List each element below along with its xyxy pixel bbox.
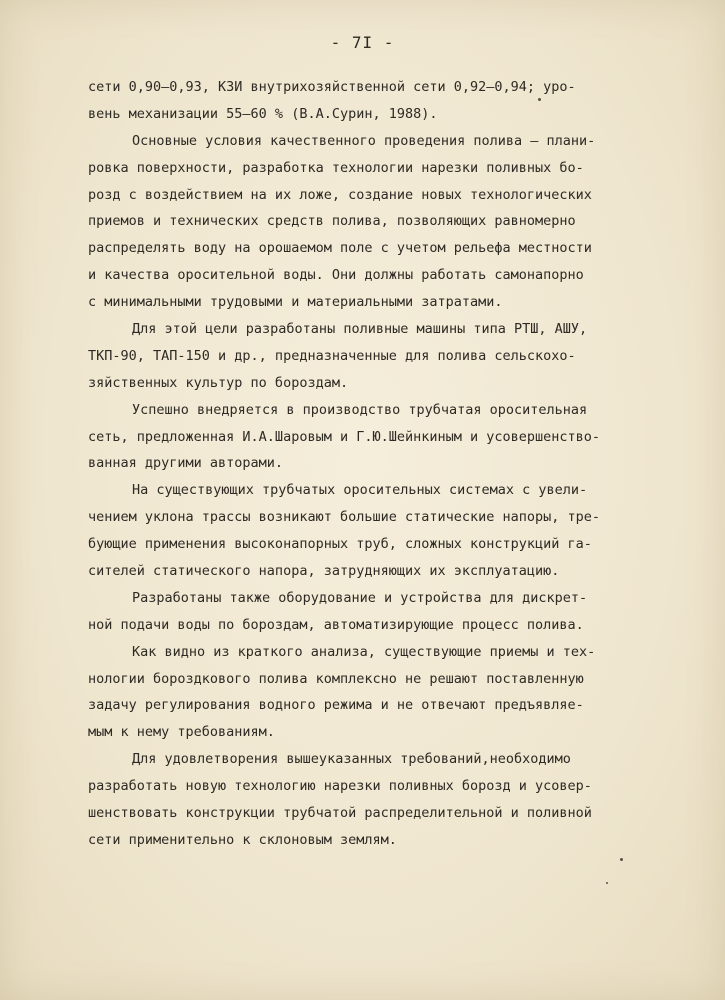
text-line: сети 0,90–0,93, КЗИ внутрихозяйственной сети 0,92–0,94; уро-: [88, 79, 576, 95]
text-line: Успешно внедряется в производство трубчатая оросительная: [132, 401, 588, 418]
page-number: - 7I -: [330, 33, 395, 52]
text-line: Основные условия качественного проведения полива – плани-: [132, 132, 596, 149]
text-line: ровка поверхности, разработка технологии нарезки поливных бо-: [88, 159, 584, 176]
ink-speck: [538, 98, 541, 101]
text-line: приемов и технических средств полива, позволяющих равномерно: [88, 213, 576, 230]
text-line: сеть, предложенная И.А.Шаровым и Г.Ю.Шейнкиным и усовершенство-: [88, 428, 601, 445]
text-line: с минимальными трудовыми и материальными затратами.: [88, 294, 503, 311]
text-line: На существующих трубчатых оросительных системах с увели-: [132, 482, 588, 499]
text-line: мым к нему требованиям.: [88, 724, 275, 741]
text-line: Разработаны также оборудование и устройства для дискрет-: [132, 589, 588, 606]
text-line: сети применительно к склоновым землям.: [88, 831, 397, 848]
text-line: розд с воздействием на их ложе, создание новых технологических: [88, 186, 592, 203]
ink-speck: [606, 882, 608, 884]
text-line: задачу регулирования водного режима и не отвечают предъявляе-: [88, 697, 584, 714]
text-line: Для удовлетворения вышеуказанных требований,необходимо: [132, 751, 571, 768]
ink-speck: [620, 858, 623, 861]
text-line: Для этой цели разработаны поливные машины типа РТШ, АШУ,: [132, 321, 588, 338]
text-line: сителей статического напора, затрудняющих их эксплуатацию.: [88, 563, 560, 580]
text-line: ванная другими авторами.: [88, 455, 284, 472]
text-line: ной подачи воды по бороздам, автоматизирующие процесс полива.: [88, 616, 584, 633]
body-text: [88, 74, 633, 854]
text-line: вень механизации 55–60 % (В.А.Сурин, 1988).: [88, 105, 438, 122]
text-line: разработать новую технологию нарезки поливных борозд и усовер-: [88, 778, 592, 795]
text-line: нологии бороздкового полива комплексно не решают поставленную: [88, 670, 584, 687]
text-line: ТКП-90, ТАП-150 и др., предназначенные для полива сельскохо-: [88, 347, 576, 364]
text-line: Как видно из краткого анализа, существующие приемы и тех-: [132, 643, 596, 660]
text-line: шенствовать конструкции трубчатой распределительной и поливной: [88, 805, 592, 822]
text-line: и качества оросительной воды. Они должны работать самонапорно: [88, 267, 584, 284]
text-line: чением уклона трассы возникают большие статические напоры, тре-: [88, 509, 601, 526]
text-line: бующие применения высоконапорных труб, сложных конструкций га-: [88, 536, 592, 553]
text-line: распределять воду на орошаемом поле с учетом рельефа местности: [88, 240, 592, 257]
text-line: зяйственных культур по бороздам.: [88, 374, 349, 391]
